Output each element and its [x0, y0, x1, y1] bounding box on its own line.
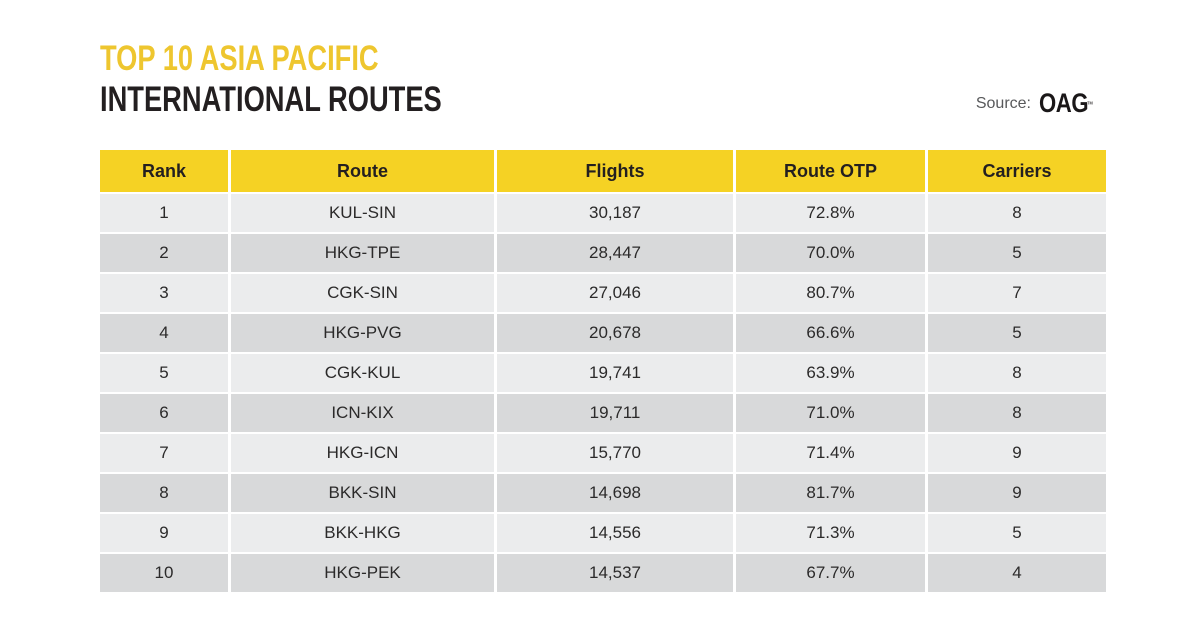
cell-flights: 14,698 — [497, 474, 733, 512]
cell-route: CGK-SIN — [231, 274, 494, 312]
column-header-otp: Route OTP — [736, 150, 925, 192]
cell-carriers: 9 — [928, 474, 1106, 512]
table-row — [100, 474, 1106, 512]
cell-rank: 1 — [100, 194, 228, 232]
cell-otp: 81.7% — [736, 474, 925, 512]
cell-rank: 5 — [100, 354, 228, 392]
cell-rank: 7 — [100, 434, 228, 472]
cell-flights: 14,556 — [497, 514, 733, 552]
column-header-carriers: Carriers — [928, 150, 1106, 192]
column-header-rank: Rank — [100, 150, 228, 192]
table-header-row — [100, 150, 1106, 192]
table-body — [100, 194, 1106, 592]
cell-flights: 20,678 — [497, 314, 733, 352]
cell-rank: 8 — [100, 474, 228, 512]
cell-route: BKK-HKG — [231, 514, 494, 552]
cell-flights: 19,711 — [497, 394, 733, 432]
cell-flights: 27,046 — [497, 274, 733, 312]
cell-carriers: 5 — [928, 514, 1106, 552]
cell-rank: 6 — [100, 394, 228, 432]
cell-carriers: 8 — [928, 354, 1106, 392]
source-attribution — [976, 90, 1105, 117]
cell-route: CGK-KUL — [231, 354, 494, 392]
cell-carriers: 9 — [928, 434, 1106, 472]
cell-flights: 28,447 — [497, 234, 733, 272]
cell-carriers: 4 — [928, 554, 1106, 592]
table-row — [100, 434, 1106, 472]
table-row — [100, 194, 1106, 232]
cell-rank: 4 — [100, 314, 228, 352]
cell-otp: 70.0% — [736, 234, 925, 272]
cell-otp: 71.4% — [736, 434, 925, 472]
cell-otp: 63.9% — [736, 354, 925, 392]
cell-otp: 66.6% — [736, 314, 925, 352]
cell-carriers: 8 — [928, 394, 1106, 432]
cell-route: HKG-TPE — [231, 234, 494, 272]
table-row — [100, 394, 1106, 432]
cell-otp: 71.0% — [736, 394, 925, 432]
cell-carriers: 7 — [928, 274, 1106, 312]
cell-otp: 72.8% — [736, 194, 925, 232]
trademark-mark: ™ — [1086, 100, 1094, 109]
cell-carriers: 8 — [928, 194, 1106, 232]
column-header-flights: Flights — [497, 150, 733, 192]
table-row — [100, 274, 1106, 312]
cell-route: HKG-PEK — [231, 554, 494, 592]
cell-rank: 3 — [100, 274, 228, 312]
page-title — [100, 38, 538, 120]
cell-otp: 71.3% — [736, 514, 925, 552]
cell-route: ICN-KIX — [231, 394, 494, 432]
cell-flights: 30,187 — [497, 194, 733, 232]
page-title-line2: INTERNATIONAL ROUTES — [100, 80, 442, 119]
cell-route: HKG-PVG — [231, 314, 494, 352]
column-header-route: Route — [231, 150, 494, 192]
cell-flights: 15,770 — [497, 434, 733, 472]
cell-rank: 10 — [100, 554, 228, 592]
cell-otp: 80.7% — [736, 274, 925, 312]
cell-carriers: 5 — [928, 314, 1106, 352]
table-row — [100, 234, 1106, 272]
table-row — [100, 554, 1106, 592]
cell-route: HKG-ICN — [231, 434, 494, 472]
cell-carriers: 5 — [928, 234, 1106, 272]
cell-flights: 14,537 — [497, 554, 733, 592]
page-title-line1: TOP 10 ASIA PACIFIC — [100, 39, 379, 78]
source-label: Source: — [975, 94, 1031, 112]
cell-route: KUL-SIN — [231, 194, 494, 232]
table-row — [100, 314, 1106, 352]
table-row — [100, 514, 1106, 552]
routes-table — [97, 148, 1109, 594]
cell-otp: 67.7% — [736, 554, 925, 592]
cell-rank: 9 — [100, 514, 228, 552]
oag-logo: OAG ™ — [1038, 88, 1094, 118]
cell-flights: 19,741 — [497, 354, 733, 392]
table-row — [100, 354, 1106, 392]
cell-route: BKK-SIN — [231, 474, 494, 512]
cell-rank: 2 — [100, 234, 228, 272]
